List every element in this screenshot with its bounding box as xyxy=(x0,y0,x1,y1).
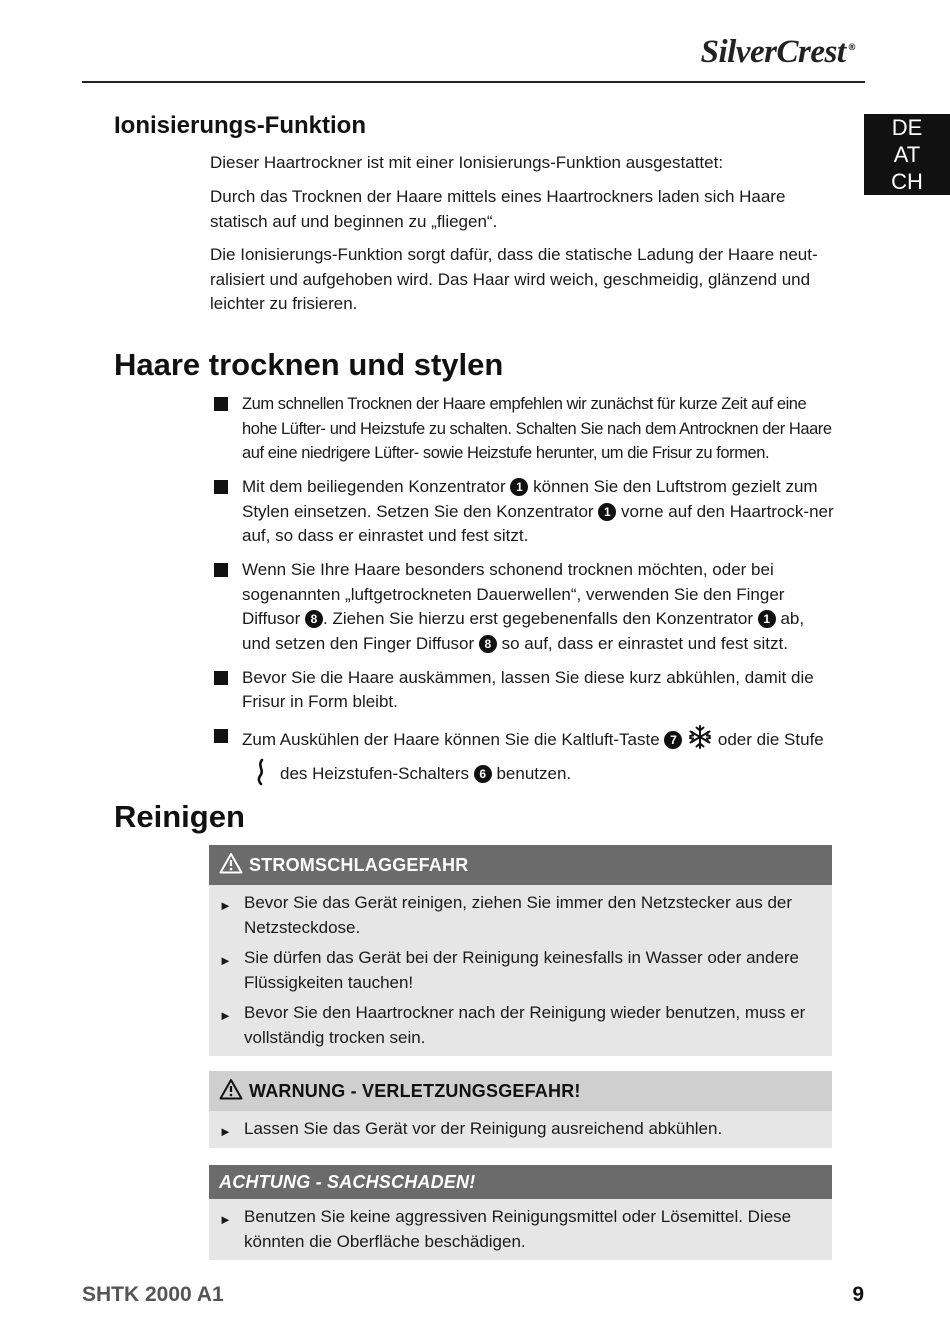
bullet-square-icon xyxy=(214,729,228,743)
part-number-8-icon: 8 xyxy=(305,610,323,628)
part-number-6-icon: 6 xyxy=(474,765,492,783)
warning-box-header: WARNUNG - VERLETZUNGSGEFAHR! xyxy=(209,1071,832,1111)
list-item: Wenn Sie Ihre Haare besonders schonend trocknen möchten, oder bei sogenannten „luftgetrockneten Dauerwellen“, verwenden Sie den Finger Diffusor 8 . Ziehen Sie hierzu erst gegebenenfalls den Konzentrator 1 ab, und setzen den Finger Diffusor 8 so auf, dass er einrastet und fest sitzt. xyxy=(214,558,834,656)
ionisation-para-2: Durch das Trocknen der Haare mittels eines Haartrockners laden sich Haare statisch auf und beginnen zu „fliegen“. xyxy=(210,187,786,231)
part-number-7-icon: 7 xyxy=(664,731,682,749)
list-item: ► Bevor Sie das Gerät reinigen, ziehen Sie immer den Netzstecker aus der Netzsteckdose. xyxy=(219,893,793,937)
bullet-square-icon xyxy=(214,397,228,411)
lang-de: DE xyxy=(891,115,923,140)
list-item: ► Bevor Sie den Haartrockner nach der Reinigung wieder benutzen, muss er vollständig trocken sein. xyxy=(219,1003,806,1047)
ionisation-heading: Ionisierungs-Funktion xyxy=(114,112,366,139)
lang-at: AT xyxy=(893,142,921,167)
electric-shock-warning-box xyxy=(209,845,832,1056)
warning-box-list xyxy=(209,1111,832,1148)
snowflake-icon xyxy=(687,724,713,758)
warning-triangle-icon xyxy=(219,1078,243,1105)
arrow-bullet-icon: ► xyxy=(219,1124,232,1139)
property-damage-box xyxy=(209,1165,832,1260)
arrow-bullet-icon: ► xyxy=(219,898,232,913)
bullet-square-icon xyxy=(214,480,228,494)
warning-box-header: STROMSCHLAGGEFAHR xyxy=(209,845,832,885)
styling-heading: Haare trocknen und stylen xyxy=(114,347,504,382)
warning-box-list xyxy=(209,1199,832,1260)
list-item: ► Benutzen Sie keine aggressiven Reinigungsmittel oder Lösemittel. Diese könnten die Oberfläche beschädigen. xyxy=(219,1207,792,1251)
header-rule xyxy=(82,81,865,83)
list-item: ► Lassen Sie das Gerät vor der Reinigung ausreichend abkühlen. xyxy=(219,1117,820,1142)
list-item: Mit dem beiliegenden Konzentrator 1 können Sie den Luftstrom gezielt zum Stylen einsetzen. Setzen Sie den Konzentrator 1 vorne auf den Haartrock-ner auf, so dass er einrastet und fest sitzt. xyxy=(214,475,834,549)
bullet-square-icon xyxy=(214,563,228,577)
part-number-1-icon: 1 xyxy=(510,478,528,496)
list-item: Zum schnellen Trocknen der Haare empfehlen wir zunächst für kurze Zeit auf eine hohe Lüfter- und Heizstufe zu schalten. Schalten Sie nach dem Antrocknen der Haare auf eine niedrigere Lüfter- sowie Heizstufe herunter, um die Frisur zu formen. xyxy=(214,392,834,466)
warning-box-list xyxy=(209,885,832,1056)
styling-list xyxy=(214,392,834,803)
ionisation-para-1: Dieser Haartrockner ist mit einer Ionisierungs-Funktion ausgestattet: xyxy=(210,153,724,172)
part-number-1-icon: 1 xyxy=(758,610,776,628)
cleaning-heading: Reinigen xyxy=(114,799,245,834)
brand-logo: SilverCrest ® xyxy=(700,34,856,70)
ionisation-para-3: Die Ionisierungs-Funktion sorgt dafür, dass die statische Ladung der Haare neut-ralisiert und aufgehoben wird. Das Haar wird weich, geschmeidig, glänzend und leichter zu frisieren. xyxy=(210,245,818,313)
arrow-bullet-icon: ► xyxy=(219,1212,232,1227)
list-item: Zum Auskühlen der Haare können Sie die Kaltluft-Taste 7 oder die Stufedes Heizstufen-Schalters 6 benutzen. xyxy=(214,724,834,793)
injury-warning-box xyxy=(209,1071,832,1148)
warning-box-header: ACHTUNG - SACHSCHADEN! xyxy=(209,1165,832,1199)
language-tab xyxy=(864,114,950,195)
heat-wave-icon xyxy=(256,758,266,794)
footer-model-number: SHTK 2000 A1 xyxy=(82,1283,224,1306)
list-item: Bevor Sie die Haare auskämmen, lassen Sie diese kurz abkühlen, damit die Frisur in Form bleibt. xyxy=(214,666,834,715)
arrow-bullet-icon: ► xyxy=(219,1008,232,1023)
part-number-8-icon: 8 xyxy=(479,635,497,653)
part-number-1-icon: 1 xyxy=(598,503,616,521)
arrow-bullet-icon: ► xyxy=(219,953,232,968)
bullet-square-icon xyxy=(214,671,228,685)
list-item: ► Sie dürfen das Gerät bei der Reinigung keinesfalls in Wasser oder andere Flüssigkeiten tauchen! xyxy=(219,948,800,992)
lang-ch: CH xyxy=(891,169,923,194)
page-number: 9 xyxy=(852,1283,864,1306)
warning-triangle-icon xyxy=(219,852,243,879)
